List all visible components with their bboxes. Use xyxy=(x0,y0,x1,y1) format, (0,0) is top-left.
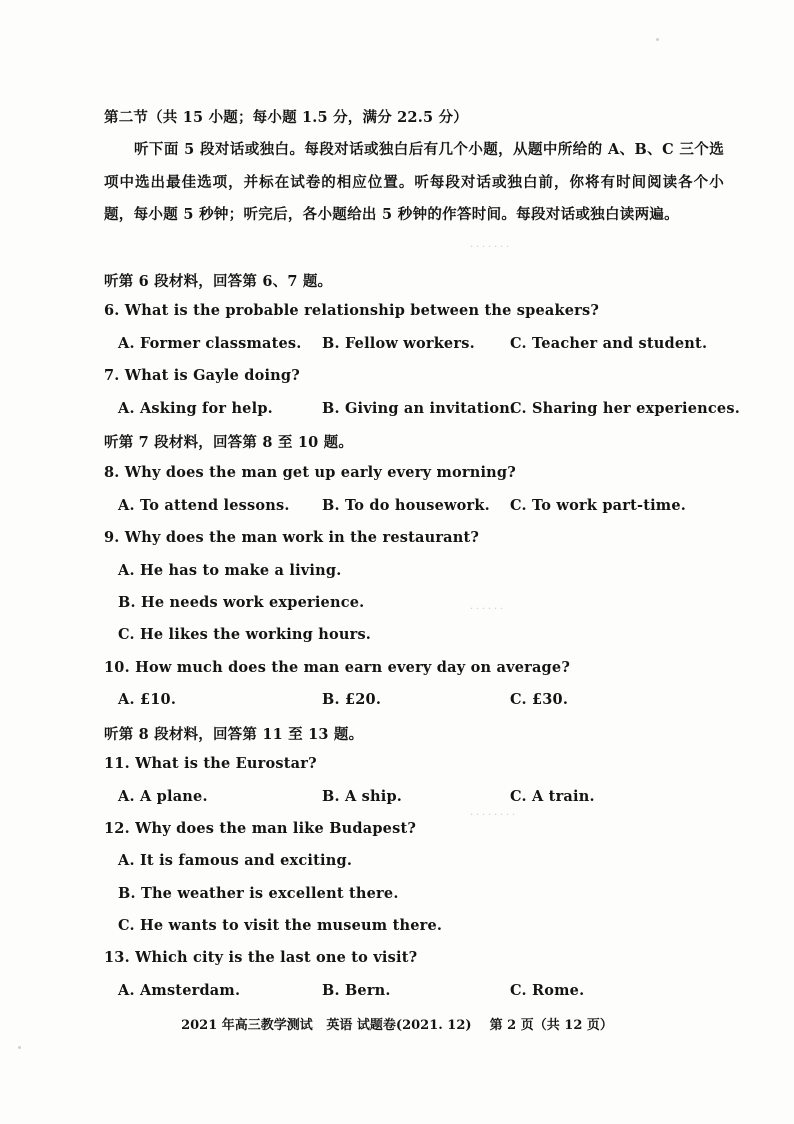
bleed-through-text: . . . . . . xyxy=(470,598,503,612)
q8-option-c: C. To work part-time. xyxy=(510,497,687,514)
q8-option-a: A. To attend lessons. xyxy=(118,497,290,514)
q9-option-c: C. He likes the working hours. xyxy=(118,626,372,643)
material-heading-8: 听第 8 段材料，回答第 11 至 13 题。 xyxy=(104,726,364,743)
question-6: 6. What is the probable relationship between the speakers? xyxy=(104,302,600,319)
material-heading-7: 听第 7 段材料，回答第 8 至 10 题。 xyxy=(104,434,354,451)
question-7: 7. What is Gayle doing? xyxy=(104,367,300,384)
q8-option-b: B. To do housework. xyxy=(322,497,490,514)
question-12: 12. Why does the man like Budapest? xyxy=(104,820,417,837)
material-heading-6: 听第 6 段材料，回答第 6、7 题。 xyxy=(104,273,333,290)
bleed-through-text: . . . . . . . . xyxy=(470,804,515,818)
q13-option-a: A. Amsterdam. xyxy=(118,982,241,999)
q12-option-b: B. The weather is excellent there. xyxy=(118,885,399,902)
q12-option-c: C. He wants to visit the museum there. xyxy=(118,917,443,934)
question-10: 10. How much does the man earn every day on average? xyxy=(104,659,571,676)
q13-option-c: C. Rome. xyxy=(510,982,585,999)
q7-option-c: C. Sharing her experiences. xyxy=(510,400,740,417)
instructions-paragraph: 听下面 5 段对话或独白。每段对话或独白后有几个小题，从题中所给的 A、B、C 三个选项中选出最佳选项，并标在试卷的相应位置。听每段对话或独白前，你将有时间阅读各个小题，每小题 5 秒钟；听完后，各小题给出 5 秒钟的作答时间。每段对话或独白读两遍。 xyxy=(104,141,724,223)
footer-page-number: 第 2 页（共 12 页） xyxy=(489,1018,613,1033)
bleed-through-text: . . . . . . . xyxy=(470,236,509,250)
q12-option-a: A. It is famous and exciting. xyxy=(118,852,353,869)
page-footer xyxy=(0,1014,794,1033)
question-13: 13. Which city is the last one to visit? xyxy=(104,949,418,966)
question-9: 9. Why does the man work in the restaurant? xyxy=(104,529,480,546)
q13-option-b: B. Bern. xyxy=(322,982,391,999)
q11-option-c: C. A train. xyxy=(510,788,595,805)
scan-speck xyxy=(656,38,659,41)
q6-option-c: C. Teacher and student. xyxy=(510,335,708,352)
q9-option-a: A. He has to make a living. xyxy=(118,562,342,579)
q9-option-b: B. He needs work experience. xyxy=(118,594,365,611)
q11-option-b: B. A ship. xyxy=(322,788,403,805)
q6-option-b: B. Fellow workers. xyxy=(322,335,475,352)
question-8: 8. Why does the man get up early every morning? xyxy=(104,464,516,481)
footer-subject: 英语 试题卷(2021. 12) xyxy=(326,1018,472,1033)
q10-option-a: A. £10. xyxy=(118,691,177,708)
footer-exam: 2021 年高三教学测试 xyxy=(181,1018,313,1033)
section-heading: 第二节（共 15 小题；每小题 1.5 分，满分 22.5 分） xyxy=(104,109,468,126)
q11-option-a: A. A plane. xyxy=(118,788,208,805)
q7-option-b: B. Giving an invitation. xyxy=(322,400,516,417)
q7-option-a: A. Asking for help. xyxy=(118,400,273,417)
q6-option-a: A. Former classmates. xyxy=(118,335,302,352)
scan-speck xyxy=(18,1046,21,1049)
q10-option-b: B. £20. xyxy=(322,691,382,708)
question-11: 11. What is the Eurostar? xyxy=(104,755,317,772)
q10-option-c: C. £30. xyxy=(510,691,569,708)
